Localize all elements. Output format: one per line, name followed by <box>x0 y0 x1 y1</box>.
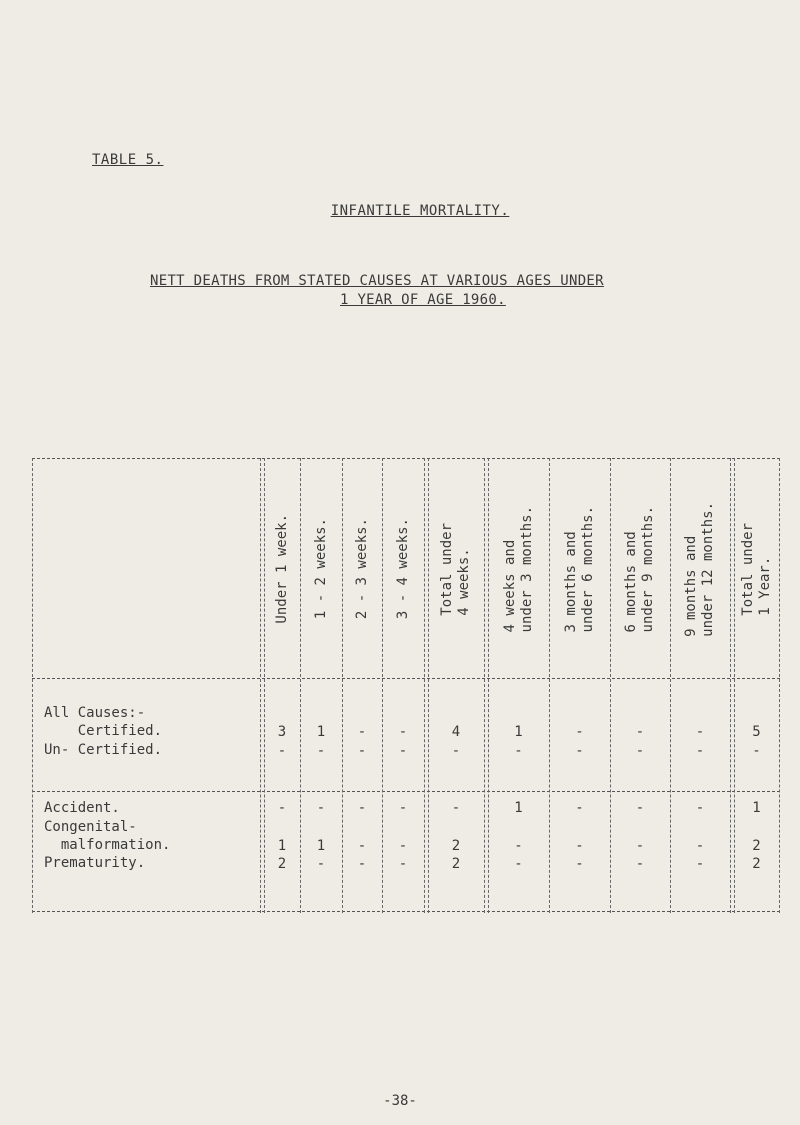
column-header-4 <box>382 462 424 676</box>
subheading-line-1: NETT DEATHS FROM STATED CAUSES AT VARIOUS AGES UNDER <box>150 273 604 289</box>
column-header-3 <box>342 462 382 676</box>
table-cell: - <box>277 743 287 759</box>
column-header-7 <box>549 462 610 676</box>
page-number: -38- <box>383 1093 417 1109</box>
heading <box>0 203 800 219</box>
table-cell: 2 <box>277 856 287 872</box>
table-cell: - <box>451 800 461 816</box>
table-cell: - <box>514 743 523 759</box>
table-cell: - <box>695 838 705 854</box>
table-cell: - <box>398 800 408 816</box>
column-header-5 <box>428 462 484 676</box>
table-cell: 4 <box>451 724 461 740</box>
column-header-text: Under 1 week. <box>273 514 290 624</box>
table-cell: 2 <box>451 856 461 872</box>
table-cell: - <box>357 800 367 816</box>
table-cell: 1 <box>316 724 326 740</box>
column-header-8 <box>610 462 670 676</box>
table-cell: 2 <box>752 856 761 872</box>
subheading <box>150 272 770 310</box>
table-cell: - <box>357 743 367 759</box>
table-cell: - <box>514 856 523 872</box>
column-header-1 <box>264 462 300 676</box>
table-cell: - <box>316 856 326 872</box>
column-header-text: 9 months and under 12 months. <box>683 501 716 637</box>
table-cell: - <box>635 838 645 854</box>
column-header-6 <box>488 462 549 676</box>
column-header-text: Total under 1 Year. <box>739 522 773 616</box>
table-cell: - <box>277 800 287 816</box>
table-label: TABLE 5. <box>92 152 164 168</box>
column-header-10 <box>734 462 779 676</box>
subheading-line-2: 1 YEAR OF AGE 1960. <box>340 292 506 308</box>
column-header-9 <box>670 462 730 676</box>
table-cell: - <box>695 743 705 759</box>
column-header-text: 1 - 2 weeks. <box>312 518 329 620</box>
table-cell: - <box>695 800 705 816</box>
mortality-table <box>32 458 780 913</box>
heading-text: INFANTILE MORTALITY. <box>330 203 510 219</box>
row-label: All Causes:- <box>44 705 146 721</box>
table-cell: - <box>357 856 367 872</box>
table-cell: - <box>514 838 523 854</box>
row-label: Congenital- <box>44 819 137 835</box>
column-header-2 <box>300 462 342 676</box>
table-cell: - <box>635 800 645 816</box>
table-cell: - <box>398 856 408 872</box>
column-header-text: 6 months and under 9 months. <box>623 505 656 633</box>
table-cell: - <box>451 743 461 759</box>
table-cell: 1 <box>316 838 326 854</box>
table-cell: - <box>316 800 326 816</box>
row-label: Accident. <box>44 800 120 816</box>
table-cell: - <box>575 743 584 759</box>
column-header-text: 2 - 3 weeks. <box>353 518 370 620</box>
table-cell: 2 <box>451 838 461 854</box>
table-cell: 1 <box>752 800 761 816</box>
row-label: Prematurity. <box>44 855 146 871</box>
table-cell: - <box>635 743 645 759</box>
table-cell: 5 <box>752 724 761 740</box>
row-label: Un- Certified. <box>44 742 163 758</box>
table-cell: - <box>398 724 408 740</box>
table-cell: - <box>575 856 584 872</box>
table-cell: - <box>316 743 326 759</box>
table-cell: - <box>695 724 705 740</box>
table-cell: - <box>398 838 408 854</box>
row-label: malformation. <box>44 837 171 853</box>
column-header-text: 3 months and under 6 months. <box>562 505 596 633</box>
table-cell: - <box>357 724 367 740</box>
table-cell: - <box>357 838 367 854</box>
table-cell: - <box>695 856 705 872</box>
table-cell: - <box>575 800 584 816</box>
table-cell: 2 <box>752 838 761 854</box>
table-cell: - <box>635 724 645 740</box>
table-cell: - <box>752 743 761 759</box>
table-cell: - <box>635 856 645 872</box>
table-cell: 1 <box>514 724 523 740</box>
column-header-text: 4 weeks and under 3 months. <box>501 505 535 633</box>
column-header-text: 3 - 4 weeks. <box>394 518 411 620</box>
table-cell: 1 <box>514 800 523 816</box>
table-cell: 1 <box>277 838 287 854</box>
table-cell: 3 <box>277 724 287 740</box>
column-header-text: Total under 4 weeks. <box>439 522 472 616</box>
row-label: Certified. <box>44 723 163 739</box>
table-cell: - <box>575 838 584 854</box>
table-cell: - <box>575 724 584 740</box>
table-cell: - <box>398 743 408 759</box>
